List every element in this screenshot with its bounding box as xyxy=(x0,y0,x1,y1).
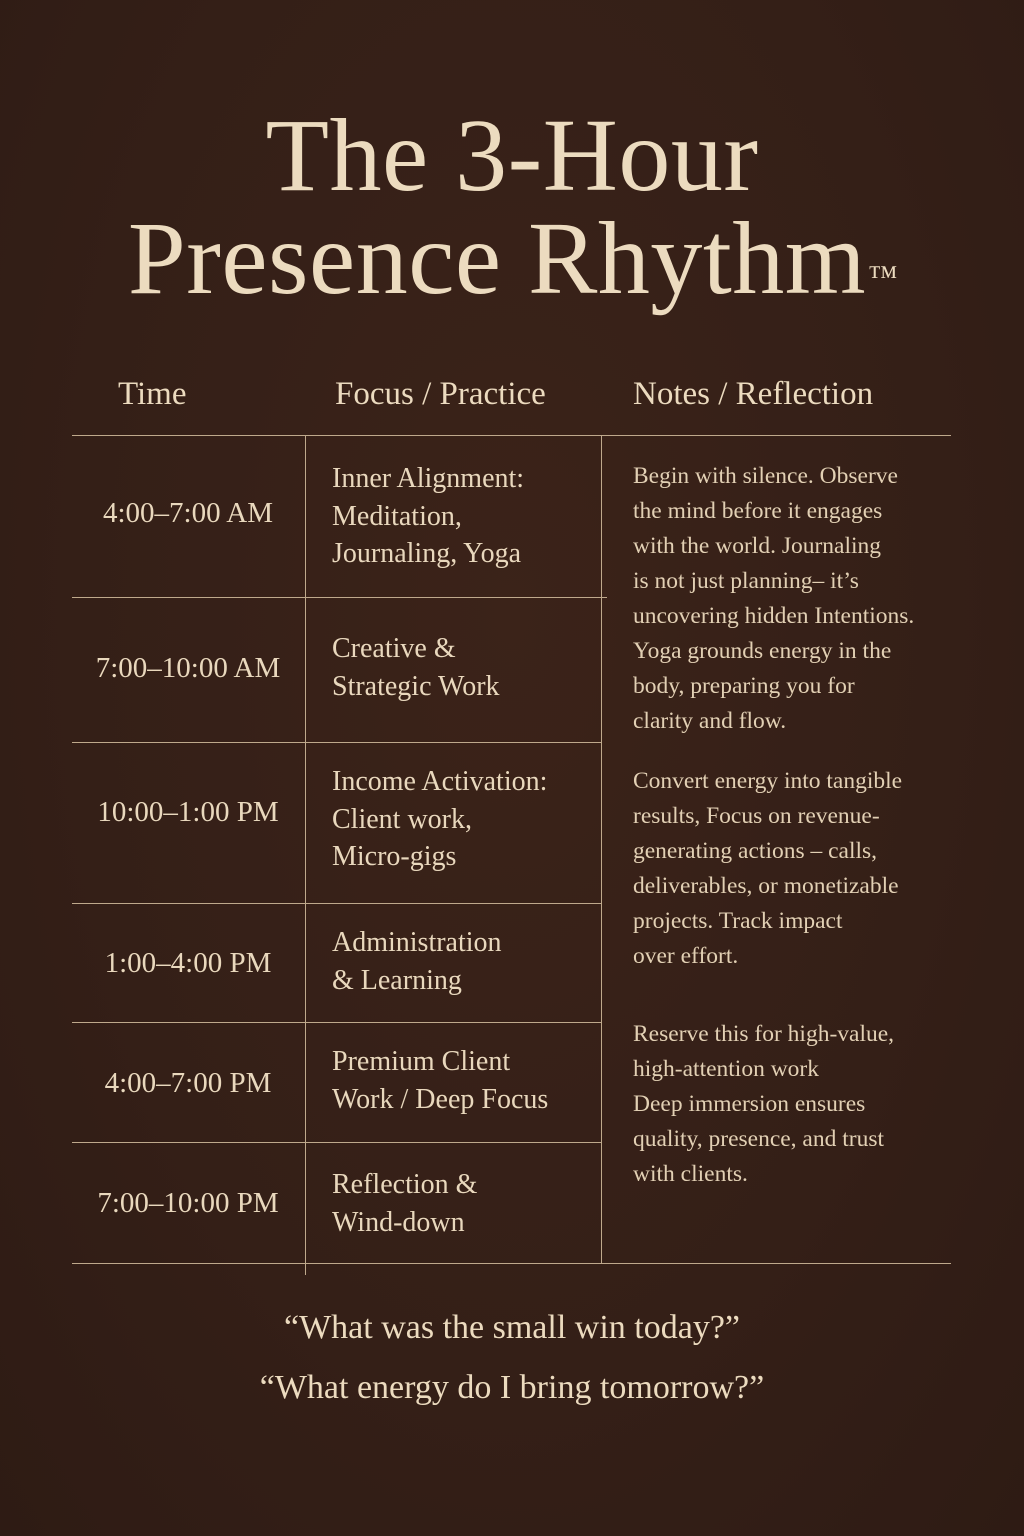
closing-question-2: “What energy do I bring tomorrow?” xyxy=(259,1369,765,1406)
column-header-time: Time xyxy=(118,376,187,412)
row-divider xyxy=(72,597,607,598)
table-top-rule xyxy=(72,435,951,436)
row-divider xyxy=(72,903,601,904)
closing-question-1: “What was the small win today?” xyxy=(283,1309,740,1346)
time-slot: 7:00–10:00 PM xyxy=(97,1187,279,1219)
time-slot: 7:00–10:00 AM xyxy=(95,652,281,684)
reflection-note-evening: Reserve this for high-value, high-attention work Deep immersion ensures quality, presence, and trust with clients. xyxy=(633,1021,895,1187)
table-bottom-rule xyxy=(72,1263,951,1264)
column-header-focus: Focus / Practice xyxy=(335,376,546,412)
focus-practice: Inner Alignment: Meditation, Journaling, Yoga xyxy=(332,463,525,569)
reflection-note-morning: Begin with silence. Observe the mind before it engages with the world. Journaling is not just planning– it’s uncovering hidden Intentions. Yoga grounds energy in the body, preparing you for clarity and flow. xyxy=(633,463,915,734)
title-text: Presence Rhythm xyxy=(127,201,867,316)
page-title-line-1: The 3-Hour xyxy=(265,98,759,213)
time-slot: 4:00–7:00 AM xyxy=(103,497,273,529)
focus-practice: Income Activation: Client work, Micro-gigs xyxy=(332,766,548,872)
time-slot: 4:00–7:00 PM xyxy=(104,1067,272,1099)
focus-practice: Reflection & Wind-down xyxy=(332,1169,478,1238)
row-divider xyxy=(72,1142,601,1143)
focus-practice: Creative & Strategic Work xyxy=(332,633,500,702)
row-divider xyxy=(72,1022,601,1023)
column-header-notes: Notes / Reflection xyxy=(633,376,874,412)
reflection-note-midday: Convert energy into tangible results, Focus on revenue- generating actions – calls, deliverables, or monetizable projects. Track impact over effort. xyxy=(633,768,903,969)
focus-practice: Premium Client Work / Deep Focus xyxy=(332,1046,549,1115)
trademark-symbol: ™ xyxy=(868,260,899,293)
row-divider xyxy=(72,742,601,743)
page-title-line-2 xyxy=(0,201,1024,316)
time-slot: 1:00–4:00 PM xyxy=(104,947,272,979)
column-divider-1 xyxy=(305,435,306,1275)
time-slot: 10:00–1:00 PM xyxy=(97,796,279,828)
focus-practice: Administration & Learning xyxy=(332,927,502,996)
